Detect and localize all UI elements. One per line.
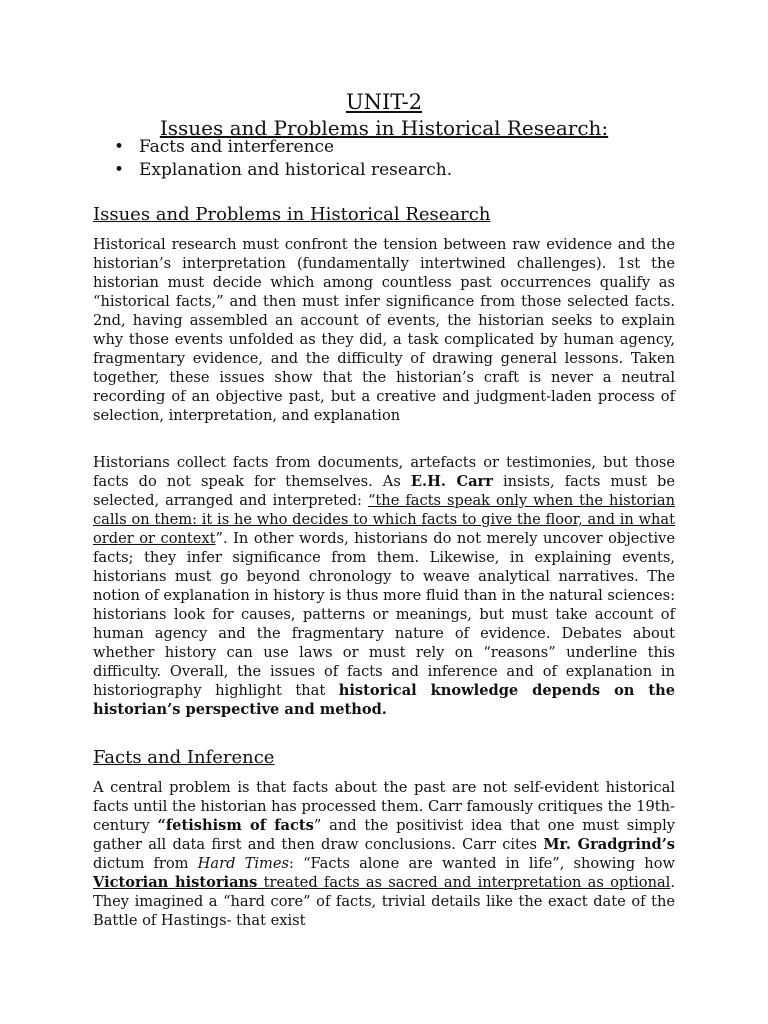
section-heading-facts: Facts and Inference <box>93 747 275 768</box>
text-run: Historians collect facts from documents, artefacts or testimonies, but those facts do not speak for themselves. As <box>93 454 675 490</box>
text-run: insists, facts must be selected, arranged and interpreted: <box>93 473 675 509</box>
text-run: . They imagined a “hard core” of facts, trivial details like the exact date of the Battle of Hastings- that exist <box>93 874 675 929</box>
victorian-emphasis: Victorian historians <box>93 874 258 891</box>
text-run: ”. In other words, historians do not merely uncover objective facts; they infer significance from them. Likewise, in explaining events, historians must go beyond chronology to weave analytical narratives. The notion of explanation in history is thus more fluid than in the natural sciences: historians look for causes, patterns or meanings, but must take account of human agency and the fragmentary nature of evidence. Debates about whether history can use laws or must rely on “reasons” underline this difficulty. Overall, the issues of facts and inference and of explanation in historiography highlight that <box>93 530 675 699</box>
gradgrind-emphasis: Mr. Gradgrind’s <box>543 836 675 853</box>
victorian-underline: treated facts as sacred and interpretation as optional <box>257 874 671 891</box>
carr-quote: “the facts speak only when the historian calls on them: it is he who decides to which facts to give the floor, and in what order or context <box>93 492 675 547</box>
text-run: : “Facts alone are wanted in life”, showing how <box>288 855 675 872</box>
text-run: dictum from <box>93 855 198 872</box>
fetishism-emphasis: “fetishism of facts <box>157 817 314 834</box>
unit-title: UNIT-2 <box>345 90 423 114</box>
author-name: E.H. Carr <box>410 473 493 490</box>
bullet-icon: • <box>114 137 125 157</box>
list-item <box>112 136 452 159</box>
paragraph-intro: Historical research must confront the tension between raw evidence and the historian’s interpretation (fundamentally intertwined challenges). 1st the historian must decide which among countless past occurrences qualify as “historical facts,” and then must infer significance from those selected facts. 2nd, having assembled an account of events, the historian seeks to explain why those events unfolded as they did, a task complicated by human agency, fragmentary evidence, and the difficulty of drawing general lessons. Taken together, these issues show that the historian’s craft is never a neutral recording of an objective past, but a creative and judgment-laden process of selection, interpretation, and explanation <box>93 236 675 424</box>
conclusion-emphasis: historical knowledge depends on the historian’s perspective and method. <box>93 682 675 718</box>
bullet-icon: • <box>114 160 125 180</box>
section-heading-issues: Issues and Problems in Historical Research <box>93 204 491 225</box>
paragraph-carr <box>93 453 675 719</box>
list-item-label: Explanation and historical research. <box>139 160 453 180</box>
list-item <box>112 159 452 182</box>
paragraph-facts <box>93 778 675 930</box>
book-title: Hard Times <box>197 855 289 872</box>
topic-list <box>112 136 452 182</box>
text-run: ” and the positivist idea that one must simply gather all data first and then draw conclusions. Carr cites <box>93 817 675 853</box>
list-item-label: Facts and interference <box>139 137 335 157</box>
page-title: Issues and Problems in Historical Research: <box>159 116 609 140</box>
text-run: A central problem is that facts about the past are not self-evident historical facts until the historian has processed them. Carr famously critiques the 19th-century <box>93 779 675 834</box>
